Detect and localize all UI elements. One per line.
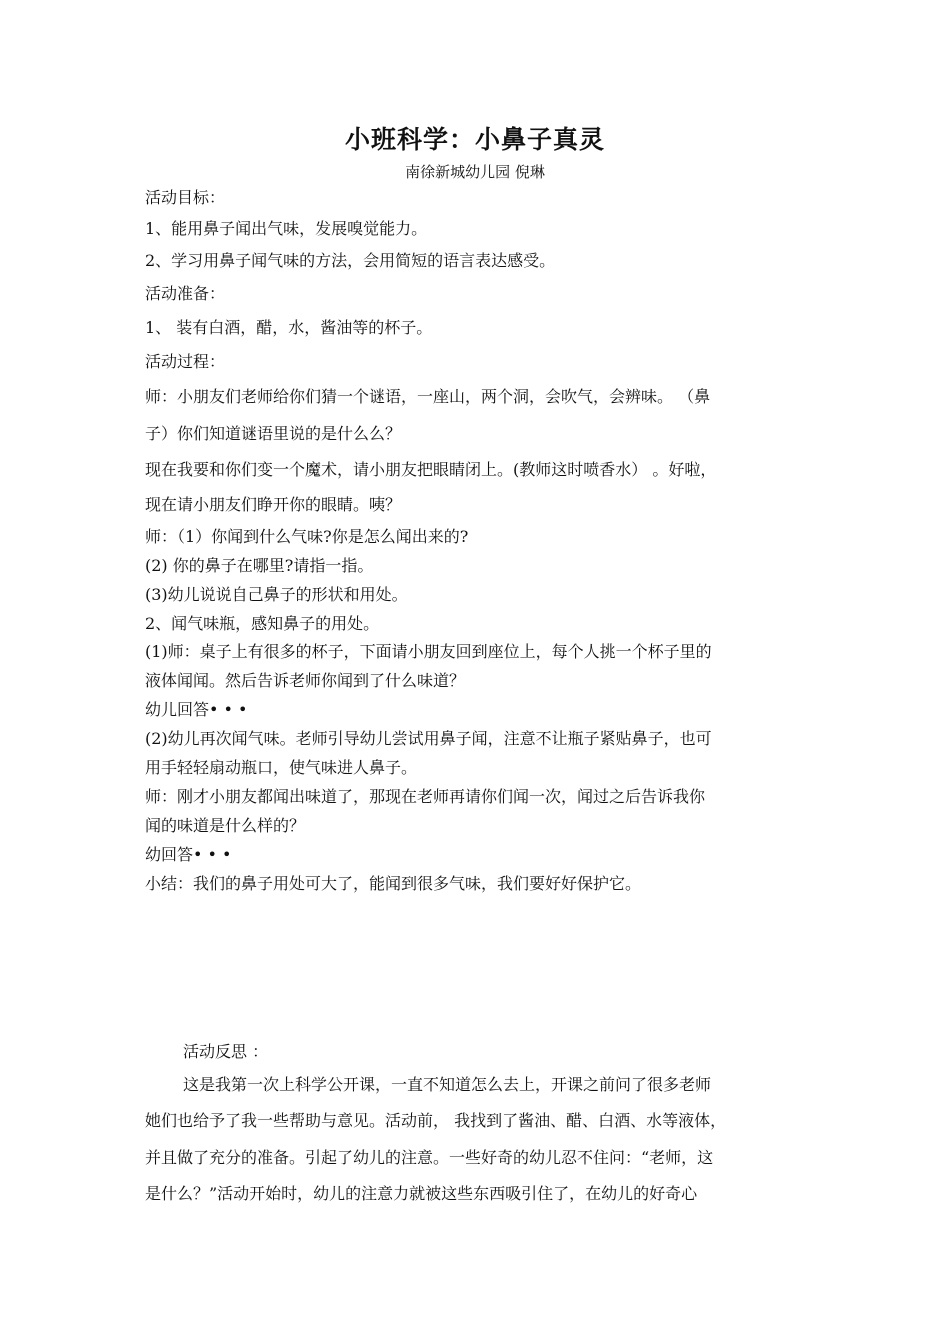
body-line: 子）你们知道谜语里说的是什么么？ [145,424,402,443]
reflection-line: 这是我第一次上科学公开课，一直不知道怎么去上，开课之前问了很多老师 [183,1075,712,1094]
body-line: 师：小朋友们老师给你们猜一个谜语，一座山，两个洞，会吹气，会辨味。 （鼻 [145,387,711,406]
body-line: 用手轻轻扇动瓶口，使气味进人鼻子。 [145,758,418,777]
body-line: 1、 装有白酒，醋，水，酱油等的杯子。 [145,318,433,337]
reflection-line: 并且做了充分的准备。引起了幼儿的注意。一些好奇的幼儿忍不住问：“老师，这 [145,1148,714,1167]
body-line: (2)幼儿再次闻气味。老师引导幼儿尝试用鼻子闻，注意不让瓶子紧贴鼻子，也可 [145,729,712,748]
body-line: 1、能用鼻子闻出气味，发展嗅觉能力。 [145,219,428,238]
section-heading-prep: 活动准备： [145,284,226,303]
body-line: 闻的味道是什么样的？ [145,816,306,835]
body-line: 2、学习用鼻子闻气味的方法，会用简短的语言表达感受。 [145,251,556,270]
summary-line: 小结：我们的鼻子用处可大了，能闻到很多气味，我们要好好保护它。 [145,874,642,893]
reflection-line: 是什么？”活动开始时，幼儿的注意力就被这些东西吸引住了，在幼儿的好奇心 [145,1184,698,1203]
author-line: 南徐新城幼儿园 倪琳 [405,163,545,181]
section-heading-process: 活动过程： [145,352,226,371]
body-line: 2、闻气味瓶，感知鼻子的用处。 [145,614,380,633]
body-line: 现在请小朋友们睁开你的眼睛。咦？ [145,495,402,514]
body-line: 液体闻闻。然后告诉老师你闻到了什么味道？ [145,671,466,690]
body-line: (1)师：桌子上有很多的杯子，下面请小朋友回到座位上，每个人挑一个杯子里的 [145,642,712,661]
document-title: 小班科学：小鼻子真灵 [344,125,605,154]
reflection-line: 她们也给予了我一些帮助与意见。活动前， 我找到了酱油、醋、白酒、水等液体， [145,1111,727,1130]
body-line: 现在我要和你们变一个魔术，请小朋友把眼睛闭上。(教师这时喷香水） 。好啦， [145,460,717,479]
body-line: 师：刚才小朋友都闻出味道了，那现在老师再请你们闻一次，闻过之后告诉我你 [145,787,706,806]
body-line: 幼回答• • • [145,845,232,864]
section-heading-reflection: 活动反思 ： [183,1042,269,1061]
section-heading-goals: 活动目标： [145,188,226,207]
body-line: 幼儿回答• • • [145,700,248,719]
body-line: 师：（1）你闻到什么气味?你是怎么闻出来的? [145,527,469,546]
body-line: (2) 你的鼻子在哪里?请指一指。 [145,556,374,575]
body-line: (3)幼儿说说自己鼻子的形状和用处。 [145,585,408,604]
